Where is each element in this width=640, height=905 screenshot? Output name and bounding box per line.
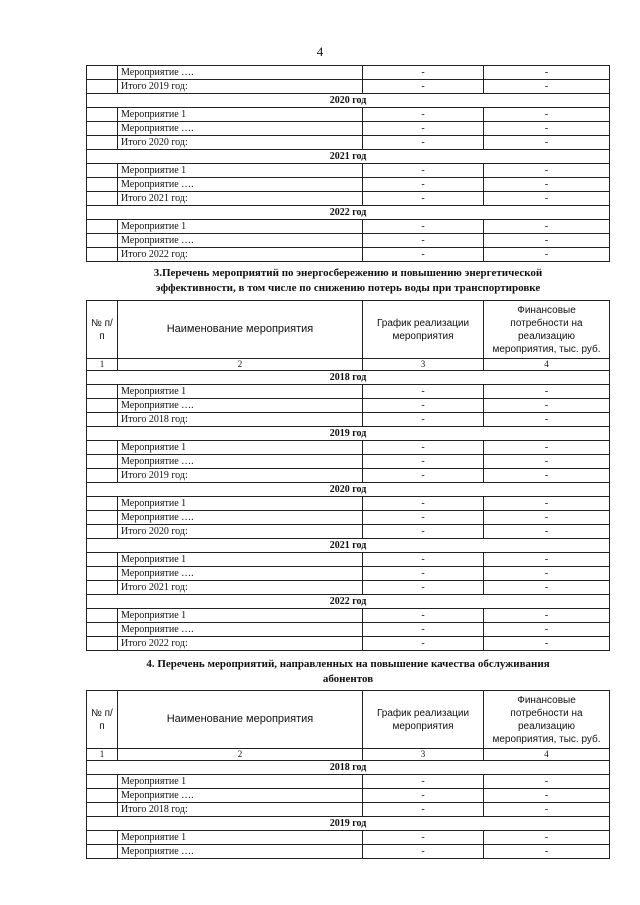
year-label: 2018 год <box>87 371 610 385</box>
row-number-cell <box>87 775 118 789</box>
total-row <box>87 469 610 483</box>
schedule-cell: - <box>363 80 484 94</box>
row-number-cell <box>87 385 118 399</box>
finance-cell: - <box>484 108 610 122</box>
total-label: Итого 2020 год: <box>118 525 363 539</box>
row-number-cell <box>87 234 118 248</box>
schedule-cell: - <box>363 108 484 122</box>
schedule-cell: - <box>363 525 484 539</box>
table-row <box>87 122 610 136</box>
table-row <box>87 455 610 469</box>
measure-name: Мероприятие …. <box>118 178 363 192</box>
section4-title-line2: абонентов <box>322 673 374 685</box>
section4-title-line1: 4. Перечень мероприятий, направленных на повышение качества обслуживания <box>146 658 550 670</box>
table-row <box>87 108 610 122</box>
finance-cell: - <box>484 178 610 192</box>
schedule-cell: - <box>363 66 484 80</box>
year-label: 2022 год <box>87 595 610 609</box>
year-row <box>87 817 610 831</box>
finance-cell: - <box>484 637 610 651</box>
schedule-cell: - <box>363 831 484 845</box>
measure-name: Мероприятие …. <box>118 511 363 525</box>
table-row <box>87 399 610 413</box>
schedule-cell: - <box>363 609 484 623</box>
schedule-cell: - <box>363 220 484 234</box>
total-label: Итого 2020 год: <box>118 136 363 150</box>
table-row <box>87 385 610 399</box>
total-label: Итого 2022 год: <box>118 248 363 262</box>
section3-title-line1: 3.Перечень мероприятий по энергосбережению и повышению энергетической <box>153 267 543 279</box>
finance-cell: - <box>484 192 610 206</box>
year-label: 2019 год <box>87 817 610 831</box>
schedule-cell: - <box>363 469 484 483</box>
finance-cell: - <box>484 220 610 234</box>
total-label: Итого 2021 год: <box>118 581 363 595</box>
measure-name: Мероприятие 1 <box>118 385 363 399</box>
finance-cell: - <box>484 469 610 483</box>
row-number-cell <box>87 108 118 122</box>
schedule-cell: - <box>363 775 484 789</box>
column-index-row <box>87 749 610 761</box>
schedule-cell: - <box>363 164 484 178</box>
finance-cell: - <box>484 497 610 511</box>
table-section3 <box>86 300 610 651</box>
measure-name: Мероприятие 1 <box>118 220 363 234</box>
row-number-cell <box>87 122 118 136</box>
table-row <box>87 609 610 623</box>
total-row <box>87 803 610 817</box>
total-row <box>87 581 610 595</box>
finance-cell: - <box>484 803 610 817</box>
total-row <box>87 637 610 651</box>
total-row <box>87 80 610 94</box>
col-index-3: 3 <box>363 749 484 761</box>
row-number-cell <box>87 192 118 206</box>
total-row <box>87 413 610 427</box>
year-row <box>87 483 610 497</box>
measure-name: Мероприятие …. <box>118 623 363 637</box>
col-index-4: 4 <box>484 359 610 371</box>
year-row <box>87 150 610 164</box>
total-row <box>87 248 610 262</box>
schedule-cell: - <box>363 178 484 192</box>
year-row <box>87 761 610 775</box>
finance-cell: - <box>484 66 610 80</box>
header-num: № п/п <box>87 301 118 359</box>
row-number-cell <box>87 80 118 94</box>
schedule-cell: - <box>363 441 484 455</box>
table-row <box>87 220 610 234</box>
col-index-1: 1 <box>87 749 118 761</box>
table-row <box>87 234 610 248</box>
table-row <box>87 441 610 455</box>
row-number-cell <box>87 66 118 80</box>
measure-name: Мероприятие …. <box>118 66 363 80</box>
row-number-cell <box>87 497 118 511</box>
year-label: 2021 год <box>87 150 610 164</box>
total-row <box>87 192 610 206</box>
header-row <box>87 301 610 359</box>
finance-cell: - <box>484 385 610 399</box>
finance-cell: - <box>484 789 610 803</box>
row-number-cell <box>87 178 118 192</box>
row-number-cell <box>87 164 118 178</box>
table-top <box>86 65 610 262</box>
col-index-1: 1 <box>87 359 118 371</box>
measure-name: Мероприятие …. <box>118 399 363 413</box>
finance-cell: - <box>484 122 610 136</box>
finance-cell: - <box>484 831 610 845</box>
year-row <box>87 595 610 609</box>
finance-cell: - <box>484 553 610 567</box>
table-row <box>87 789 610 803</box>
row-number-cell <box>87 525 118 539</box>
table-row <box>87 66 610 80</box>
table-row <box>87 845 610 859</box>
header-schedule: График реализации мероприятия <box>363 301 484 359</box>
measure-name: Мероприятие 1 <box>118 497 363 511</box>
row-number-cell <box>87 845 118 859</box>
schedule-cell: - <box>363 455 484 469</box>
schedule-cell: - <box>363 623 484 637</box>
measure-name: Мероприятие 1 <box>118 441 363 455</box>
schedule-cell: - <box>363 122 484 136</box>
col-index-2: 2 <box>118 749 363 761</box>
schedule-cell: - <box>363 399 484 413</box>
year-label: 2020 год <box>87 94 610 108</box>
row-number-cell <box>87 623 118 637</box>
table-row <box>87 623 610 637</box>
row-number-cell <box>87 553 118 567</box>
schedule-cell: - <box>363 192 484 206</box>
section4-title <box>90 657 606 687</box>
year-label: 2021 год <box>87 539 610 553</box>
measure-name: Мероприятие …. <box>118 789 363 803</box>
schedule-cell: - <box>363 234 484 248</box>
measure-name: Мероприятие …. <box>118 122 363 136</box>
total-label: Итого 2019 год: <box>118 80 363 94</box>
section3-title-line2: эффективности, в том числе по снижению потерь воды при транспортировке <box>155 282 541 294</box>
measure-name: Мероприятие 1 <box>118 831 363 845</box>
column-index-row <box>87 359 610 371</box>
finance-cell: - <box>484 164 610 178</box>
table-row <box>87 831 610 845</box>
finance-cell: - <box>484 413 610 427</box>
measure-name: Мероприятие …. <box>118 455 363 469</box>
row-number-cell <box>87 637 118 651</box>
row-number-cell <box>87 789 118 803</box>
finance-cell: - <box>484 136 610 150</box>
total-row <box>87 525 610 539</box>
year-label: 2020 год <box>87 483 610 497</box>
table-row <box>87 178 610 192</box>
col-index-2: 2 <box>118 359 363 371</box>
row-number-cell <box>87 581 118 595</box>
measure-name: Мероприятие 1 <box>118 108 363 122</box>
finance-cell: - <box>484 623 610 637</box>
schedule-cell: - <box>363 845 484 859</box>
row-number-cell <box>87 248 118 262</box>
measure-name: Мероприятие 1 <box>118 775 363 789</box>
header-finance: Финансовые потребности на реализацию мероприятия, тыс. руб. <box>484 301 610 359</box>
header-row <box>87 691 610 749</box>
finance-cell: - <box>484 775 610 789</box>
col-index-4: 4 <box>484 749 610 761</box>
year-row <box>87 371 610 385</box>
table-top-body <box>87 66 610 262</box>
schedule-cell: - <box>363 581 484 595</box>
row-number-cell <box>87 609 118 623</box>
table-section3-body <box>87 301 610 651</box>
year-row <box>87 94 610 108</box>
year-row <box>87 539 610 553</box>
row-number-cell <box>87 399 118 413</box>
finance-cell: - <box>484 525 610 539</box>
measure-name: Мероприятие …. <box>118 845 363 859</box>
table-section4-body <box>87 691 610 859</box>
col-index-3: 3 <box>363 359 484 371</box>
row-number-cell <box>87 455 118 469</box>
table-row <box>87 567 610 581</box>
schedule-cell: - <box>363 789 484 803</box>
schedule-cell: - <box>363 637 484 651</box>
measure-name: Мероприятие 1 <box>118 609 363 623</box>
year-row <box>87 427 610 441</box>
schedule-cell: - <box>363 511 484 525</box>
schedule-cell: - <box>363 413 484 427</box>
row-number-cell <box>87 831 118 845</box>
schedule-cell: - <box>363 497 484 511</box>
page-number: 4 <box>316 44 324 59</box>
finance-cell: - <box>484 581 610 595</box>
finance-cell: - <box>484 399 610 413</box>
measure-name: Мероприятие …. <box>118 234 363 248</box>
table-row <box>87 497 610 511</box>
table-row <box>87 553 610 567</box>
schedule-cell: - <box>363 567 484 581</box>
finance-cell: - <box>484 80 610 94</box>
header-name: Наименование мероприятия <box>118 691 363 749</box>
finance-cell: - <box>484 248 610 262</box>
total-label: Итого 2019 год: <box>118 469 363 483</box>
row-number-cell <box>87 413 118 427</box>
measure-name: Мероприятие 1 <box>118 553 363 567</box>
finance-cell: - <box>484 441 610 455</box>
row-number-cell <box>87 567 118 581</box>
row-number-cell <box>87 511 118 525</box>
section3-title <box>90 266 606 296</box>
schedule-cell: - <box>363 803 484 817</box>
schedule-cell: - <box>363 553 484 567</box>
measure-name: Мероприятие 1 <box>118 164 363 178</box>
row-number-cell <box>87 136 118 150</box>
finance-cell: - <box>484 234 610 248</box>
total-label: Итого 2018 год: <box>118 803 363 817</box>
row-number-cell <box>87 803 118 817</box>
header-finance: Финансовые потребности на реализацию мероприятия, тыс. руб. <box>484 691 610 749</box>
header-num: № п/п <box>87 691 118 749</box>
year-label: 2018 год <box>87 761 610 775</box>
table-row <box>87 164 610 178</box>
row-number-cell <box>87 469 118 483</box>
measure-name: Мероприятие …. <box>118 567 363 581</box>
total-label: Итого 2018 год: <box>118 413 363 427</box>
year-label: 2022 год <box>87 206 610 220</box>
table-section4 <box>86 690 610 859</box>
total-label: Итого 2022 год: <box>118 637 363 651</box>
finance-cell: - <box>484 609 610 623</box>
total-label: Итого 2021 год: <box>118 192 363 206</box>
schedule-cell: - <box>363 136 484 150</box>
finance-cell: - <box>484 511 610 525</box>
schedule-cell: - <box>363 248 484 262</box>
finance-cell: - <box>484 845 610 859</box>
finance-cell: - <box>484 567 610 581</box>
finance-cell: - <box>484 455 610 469</box>
header-name: Наименование мероприятия <box>118 301 363 359</box>
row-number-cell <box>87 220 118 234</box>
total-row <box>87 136 610 150</box>
table-row <box>87 775 610 789</box>
schedule-cell: - <box>363 385 484 399</box>
row-number-cell <box>87 441 118 455</box>
year-label: 2019 год <box>87 427 610 441</box>
table-row <box>87 511 610 525</box>
year-row <box>87 206 610 220</box>
header-schedule: График реализации мероприятия <box>363 691 484 749</box>
